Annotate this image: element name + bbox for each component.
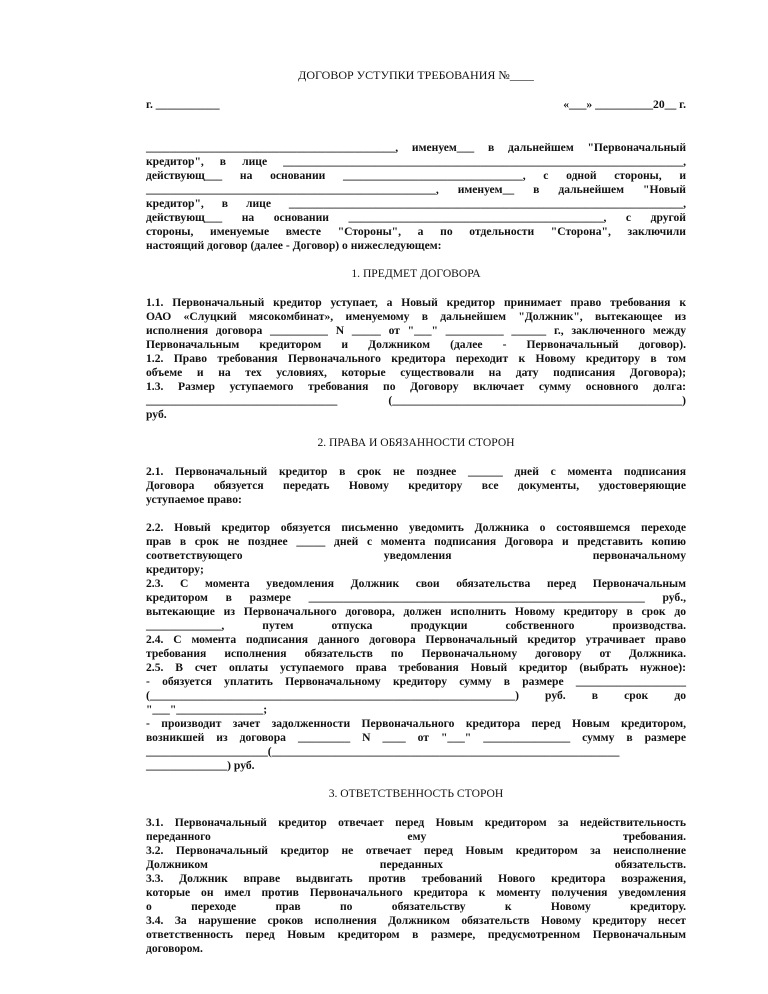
text-line: Должником переданных обязательств. [146, 858, 686, 871]
section-3-heading: 3. ОТВЕТСТВЕННОСТЬ СТОРОН [328, 787, 504, 800]
text-line: действующ___ на основании ____________________________________________, с другой [146, 211, 686, 224]
text-line: 2.1. Первоначальный кредитор в срок не позднее ______ дней с момента подписания [146, 465, 686, 478]
text-line: 2.5. В счет оплаты уступаемого права требования Новый кредитор (выбрать нужное): [146, 661, 686, 674]
text-line: Первоначальным кредитором и Должником (далее - Первоначальный договор). [146, 338, 686, 351]
text-line: 1.3. Размер уступаемого требования по Договору включает сумму основного долга: [146, 380, 686, 393]
text-line: кредитор", в лице ____________________________________________________________________, [146, 197, 686, 210]
text-line: "___"_______________; [146, 703, 268, 716]
text-line: 2.4. С момента подписания данного договора Первоначальный кредитор утрачивает право [146, 633, 686, 646]
document-date: «___» __________20__ г. [563, 98, 686, 111]
text-line: вытекающие из Первоначального договора, должен исполнить Новому кредитору в срок до [146, 605, 686, 618]
document-city: г. ___________ [146, 98, 220, 111]
text-line: действующ___ на основании _______________________________, с одной стороны, и [146, 169, 686, 182]
text-line: о переходе прав по обязательству к Новому кредитору. [146, 900, 686, 913]
text-line: - производит зачет задолженности Первоначального кредитора перед Новым кредитором, [146, 717, 686, 730]
text-line: объеме и на тех условиях, которые существовали на дату подписания Договора); [146, 366, 686, 379]
document-title: ДОГОВОР УСТУПКИ ТРЕБОВАНИЯ №____ [298, 68, 534, 82]
text-line: _________________________________ (__________________________________________________) [146, 394, 686, 407]
text-line: возникшей из договора _________ N ____ от "___" _______________ сумму в размере [146, 731, 686, 744]
text-line: уступаемое право: [146, 493, 242, 506]
text-line: кредитором в размере __________________________________________________________ руб., [146, 591, 686, 604]
text-line: кредитору; [146, 563, 204, 576]
text-line: _____________________(____________________________________________________________ [146, 745, 620, 758]
text-line: ОАО «Слуцкий мясокомбинат», именуемому в дальнейшем "Должник", вытекающее из [146, 310, 686, 323]
text-line: исполнения договора __________ N _____ от "___" __________ ______ г., заключенного между [146, 324, 686, 337]
text-line: кредитор", в лице _____________________________________________________________________, [146, 155, 686, 168]
text-line: - обязуется уплатить Первоначальному кредитору сумму в размере ___________________ [146, 675, 686, 688]
text-line: прав в срок не позднее _____ дней с момента подписания Договора и представить копию [146, 535, 686, 548]
text-line: __________________________________________________, именуем__ в дальнейшем "Новый [146, 183, 686, 196]
text-line: руб. [146, 408, 167, 421]
text-line: которые он имел против Первоначального кредитора к моменту получения уведомления [146, 886, 686, 899]
text-line: (_______________________________________________________________) руб. в срок до [146, 689, 686, 702]
text-line: ___________________________________________, именуем___ в дальнейшем "Первоначальный [146, 141, 686, 154]
text-line: 2.3. С момента уведомления Должник свои обязательства перед Первоначальным [146, 577, 686, 590]
section-2-heading: 2. ПРАВА И ОБЯЗАННОСТИ СТОРОН [317, 436, 515, 449]
text-line: 2.2. Новый кредитор обязуется письменно уведомить Должника о состоявшемся переходе [146, 521, 686, 534]
text-line: 1.1. Первоначальный кредитор уступает, а Новый кредитор принимает право требования к [146, 296, 686, 309]
text-line: требования исполнения обязательств по Первоначальному договору от Должника. [146, 647, 686, 660]
text-line: ______________) руб. [146, 759, 255, 772]
text-line: Договора обязуется передать Новому кредитору все документы, удостоверяющие [146, 479, 686, 492]
text-line: 3.3. Должник вправе выдвигать против требований Нового кредитора возражения, [146, 872, 686, 885]
text-line: _____________, путем отпуска продукции собственного производства. [146, 619, 686, 632]
text-line: соответствующего уведомления первоначальному [146, 549, 686, 562]
text-line: 1.2. Право требования Первоначального кредитора переходит к Новому кредитору в том [146, 352, 686, 365]
text-line: стороны, именуемые вместе "Стороны", а по отдельности "Сторона", заключили [146, 225, 686, 238]
text-line: 3.1. Первоначальный кредитор отвечает перед Новым кредитором за недействительность [146, 816, 686, 829]
text-line: ответственность перед Новым кредитором в размере, предусмотренном Первоначальным [146, 928, 686, 941]
text-line: переданного ему требования. [146, 830, 686, 843]
section-1-heading: 1. ПРЕДМЕТ ДОГОВОРА [351, 267, 481, 280]
text-line: настоящий договор (далее - Договор) о нижеследующем: [146, 239, 442, 252]
text-line: 3.2. Первоначальный кредитор не отвечает перед Новым кредитором за неисполнение [146, 844, 686, 857]
text-line: договором. [146, 942, 203, 955]
text-line: 3.4. За нарушение сроков исполнения Должником обязательств Новому кредитору несет [146, 914, 686, 927]
